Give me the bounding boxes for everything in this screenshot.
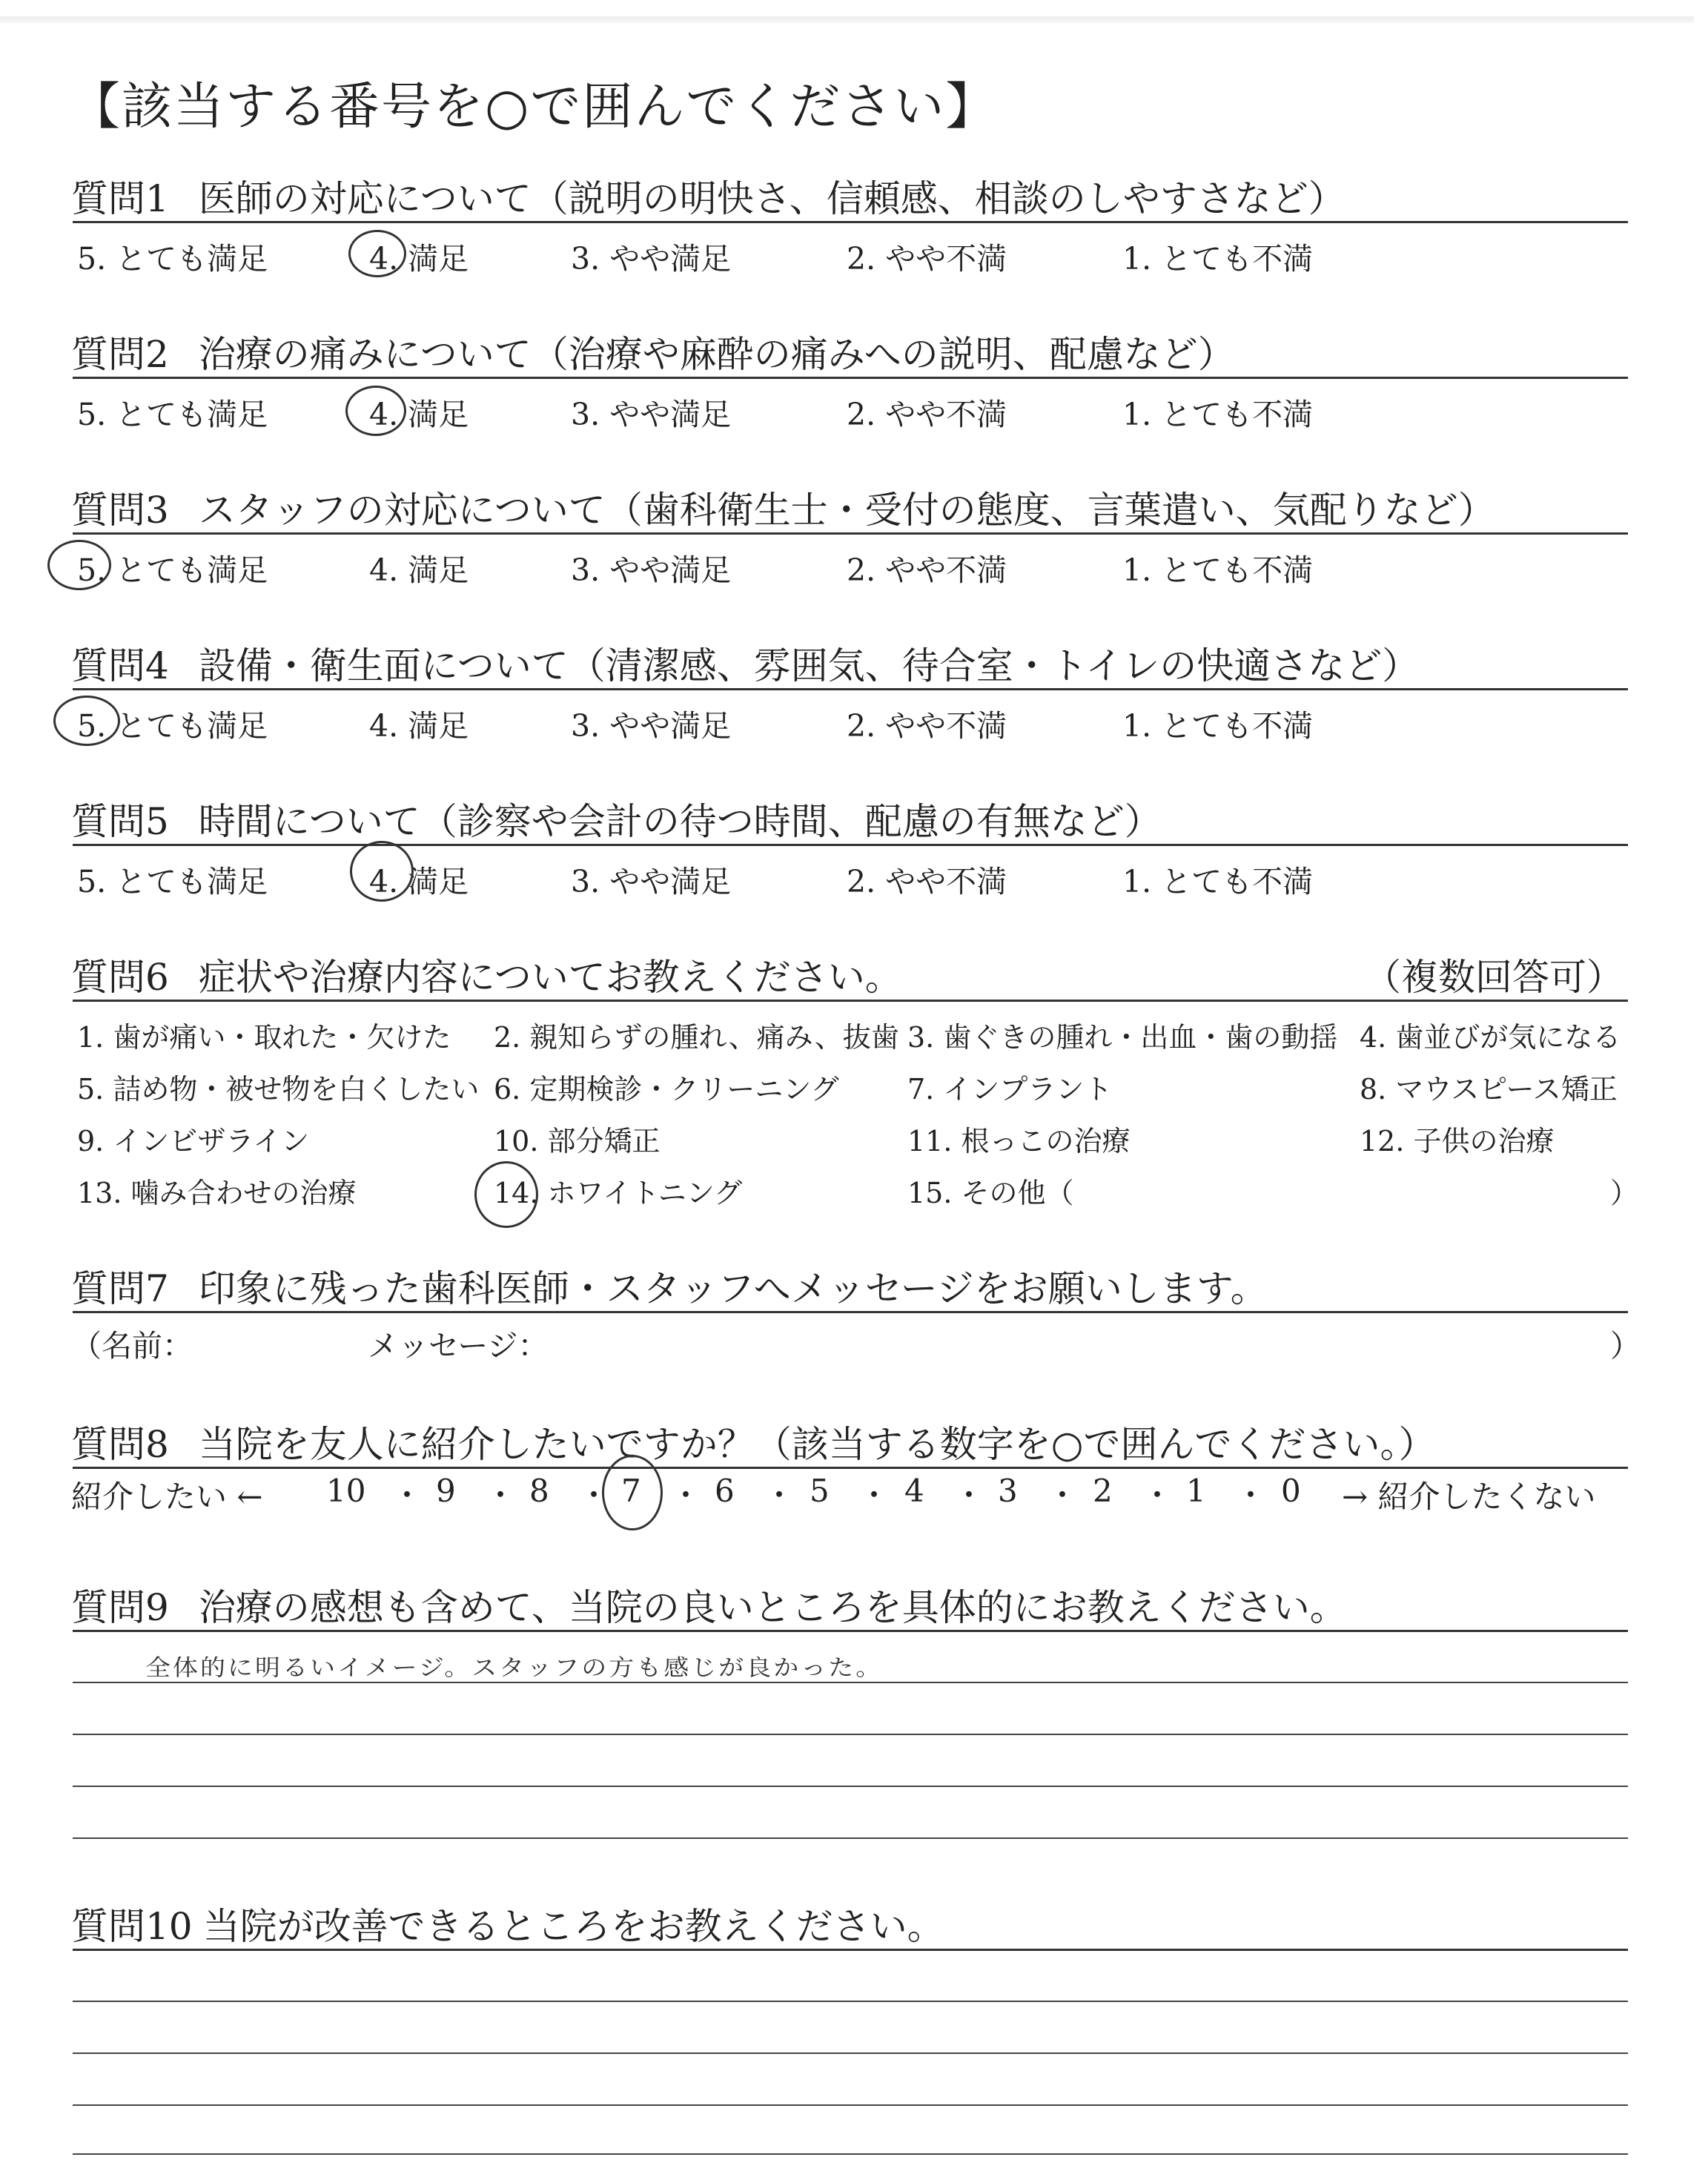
question-number: 質問1 — [71, 177, 169, 220]
option-4[interactable]: 4. 満足 — [369, 397, 469, 432]
answer-circle-mark — [47, 540, 111, 590]
option-1[interactable]: 1. とても不満 — [1122, 864, 1314, 899]
scan-top-edge — [0, 16, 1694, 23]
option-5[interactable]: 5. とても満足 — [77, 708, 268, 744]
question-rule — [73, 1000, 1628, 1002]
question-rule — [73, 532, 1628, 535]
symptom-option[interactable]: 8. マウスピース矯正 — [1360, 1073, 1618, 1106]
scale-separator: ・ — [1047, 1477, 1079, 1513]
option-3[interactable]: 3. やや満足 — [571, 708, 732, 744]
scale-separator: ・ — [1142, 1477, 1174, 1513]
scale-separator: ・ — [764, 1477, 795, 1513]
option-5[interactable]: 5. とても満足 — [77, 397, 268, 432]
multiple-answers-note: （複数回答可） — [1364, 956, 1623, 999]
scale-number[interactable]: 2 — [1093, 1473, 1113, 1509]
answer-circle-mark — [348, 230, 406, 277]
answer-circle-mark — [345, 386, 406, 436]
question-3-heading — [71, 480, 1495, 534]
option-5[interactable]: 5. とても満足 — [77, 552, 268, 588]
symptom-option[interactable]: 12. 子供の治療 — [1360, 1125, 1555, 1157]
question-4-heading — [71, 636, 1419, 690]
answer-line — [73, 1682, 1628, 1683]
option-1[interactable]: 1. とても不満 — [1122, 708, 1314, 744]
option-3[interactable]: 3. やや満足 — [571, 397, 732, 432]
option-3[interactable]: 3. やや満足 — [571, 864, 732, 899]
answer-circle-mark — [53, 696, 120, 746]
page-title: 【該当する番号を○で囲んでください】 — [70, 78, 998, 136]
name-label: （名前： — [71, 1328, 193, 1364]
recommend-right-label: → 紹介したくない — [1342, 1479, 1596, 1515]
recommend-left-label: 紹介したい ← — [71, 1479, 263, 1515]
question-text: 症状や治療内容についてお教えください。 — [198, 956, 902, 999]
question-6-heading — [71, 948, 902, 1001]
scale-number[interactable]: 6 — [715, 1473, 735, 1509]
question-2-heading — [71, 325, 1235, 378]
question-1-heading — [71, 169, 1345, 222]
scale-number[interactable]: 5 — [810, 1473, 830, 1509]
symptom-option[interactable]: 4. 歯並びが気になる — [1360, 1021, 1621, 1054]
question-text: 時間について（診察や会計の待つ時間、配慮の有無など） — [198, 800, 1162, 843]
answer-line — [73, 2153, 1628, 2155]
option-3[interactable]: 3. やや満足 — [571, 552, 732, 588]
question-text: 治療の痛みについて（治療や麻酔の痛みへの説明、配慮など） — [198, 333, 1235, 376]
option-1[interactable]: 1. とても不満 — [1122, 397, 1314, 432]
option-3[interactable]: 3. やや満足 — [571, 241, 732, 277]
symptom-option[interactable]: 10. 部分矯正 — [494, 1125, 661, 1157]
option-5[interactable]: 5. とても満足 — [77, 241, 268, 277]
option-5[interactable]: 5. とても満足 — [77, 864, 268, 899]
answer-circle-mark — [474, 1161, 538, 1228]
scale-number[interactable]: 8 — [529, 1473, 549, 1509]
scale-separator: ・ — [485, 1477, 517, 1513]
option-4[interactable]: 4. 満足 — [369, 552, 469, 588]
question-number: 質問10 — [71, 1905, 193, 1948]
question-rule — [73, 1467, 1628, 1469]
other-close-paren: ） — [1610, 1177, 1639, 1209]
message-label: メッセージ： — [368, 1328, 549, 1364]
symptom-option[interactable]: 7. インプラント — [907, 1073, 1113, 1106]
option-2[interactable]: 2. やや不満 — [847, 864, 1007, 899]
question-text: 印象に残った歯科医師・スタッフへメッセージをお願いします。 — [198, 1267, 1268, 1310]
option-2[interactable]: 2. やや不満 — [847, 397, 1007, 432]
symptom-option[interactable]: 6. 定期検診・クリーニング — [494, 1073, 839, 1106]
option-1[interactable]: 1. とても不満 — [1122, 552, 1314, 588]
option-2[interactable]: 2. やや不満 — [847, 708, 1007, 744]
option-2[interactable]: 2. やや不満 — [847, 241, 1007, 277]
answer-line — [73, 2104, 1628, 2106]
question-5-heading — [71, 792, 1162, 845]
answer-line — [73, 1837, 1628, 1839]
option-4[interactable]: 4. 満足 — [369, 864, 469, 899]
scale-separator: ・ — [1235, 1477, 1267, 1513]
question-rule — [73, 844, 1628, 846]
message-close-paren: ） — [1610, 1328, 1641, 1364]
symptom-option[interactable]: 5. 詰め物・被せ物を白くしたい — [77, 1073, 480, 1106]
scale-separator: ・ — [670, 1477, 702, 1513]
answer-circle-mark — [350, 841, 414, 902]
answer-line — [73, 1786, 1628, 1787]
question-9-heading — [71, 1578, 1347, 1631]
answer-line — [73, 1734, 1628, 1735]
answer-line — [73, 2001, 1628, 2002]
symptom-option[interactable]: 1. 歯が痛い・取れた・欠けた — [77, 1021, 451, 1054]
scale-separator: ・ — [578, 1477, 610, 1513]
answer-circle-mark — [602, 1455, 663, 1530]
scale-number[interactable]: 9 — [436, 1473, 456, 1509]
question-text: 設備・衛生面について（清潔感、雰囲気、待合室・トイレの快適さなど） — [198, 644, 1420, 687]
question-10-heading — [71, 1897, 944, 1950]
question-number: 質問9 — [71, 1586, 169, 1629]
option-4[interactable]: 4. 満足 — [369, 241, 469, 277]
question-rule — [73, 1949, 1628, 1951]
question-number: 質問5 — [71, 800, 169, 843]
question-rule — [73, 688, 1628, 690]
scale-number[interactable]: 7 — [621, 1473, 641, 1509]
symptom-option[interactable]: 13. 噛み合わせの治療 — [77, 1177, 357, 1209]
scale-number[interactable]: 0 — [1281, 1473, 1301, 1509]
symptom-option[interactable]: 3. 歯ぐきの腫れ・出血・歯の動揺 — [907, 1021, 1338, 1054]
question-rule — [73, 221, 1628, 223]
question-rule — [73, 1311, 1628, 1313]
question-number: 質問8 — [71, 1423, 169, 1466]
question-text: 当院が改善できるところをお教えください。 — [202, 1905, 944, 1948]
question-text: スタッフの対応について（歯科衛生士・受付の態度、言葉遣い、気配りなど） — [198, 489, 1495, 532]
question-7-heading — [71, 1259, 1268, 1312]
symptom-option[interactable]: 11. 根っこの治療 — [907, 1125, 1131, 1157]
scale-number[interactable]: 10 — [326, 1473, 366, 1509]
question-number: 質問3 — [71, 489, 169, 532]
symptom-option[interactable]: 14. ホワイトニング — [494, 1177, 743, 1209]
scale-number[interactable]: 4 — [904, 1473, 924, 1509]
option-1[interactable]: 1. とても不満 — [1122, 241, 1314, 277]
question-number: 質問6 — [71, 956, 169, 999]
question-text: 医師の対応について（説明の明快さ、信頼感、相談のしやすさなど） — [198, 177, 1345, 220]
option-4[interactable]: 4. 満足 — [369, 708, 469, 744]
scale-number[interactable]: 1 — [1186, 1473, 1206, 1509]
scale-separator: ・ — [953, 1477, 985, 1513]
symptom-option-other[interactable]: 15. その他（ — [907, 1177, 1074, 1209]
question-8-heading — [71, 1415, 1435, 1468]
scale-separator: ・ — [391, 1477, 423, 1513]
option-2[interactable]: 2. やや不満 — [847, 552, 1007, 588]
question-text: 当院を友人に紹介したいですか？（該当する数字を○で囲んでください。） — [198, 1423, 1436, 1466]
question-text: 治療の感想も含めて、当院の良いところを具体的にお教えください。 — [198, 1586, 1347, 1629]
question-number: 質問2 — [71, 333, 169, 376]
question-number: 質問7 — [71, 1267, 169, 1310]
question-rule — [73, 377, 1628, 379]
scale-separator: ・ — [858, 1477, 890, 1513]
question-number: 質問4 — [71, 644, 169, 687]
answer-line — [73, 2052, 1628, 2054]
handwritten-answer: 全体的に明るいイメージ。スタッフの方も感じが良かった。 — [145, 1654, 884, 1682]
symptom-option[interactable]: 9. インビザライン — [77, 1125, 310, 1157]
question-rule — [73, 1630, 1628, 1632]
symptom-option[interactable]: 2. 親知らずの腫れ、痛み、抜歯 — [494, 1021, 899, 1054]
scale-number[interactable]: 3 — [998, 1473, 1018, 1509]
